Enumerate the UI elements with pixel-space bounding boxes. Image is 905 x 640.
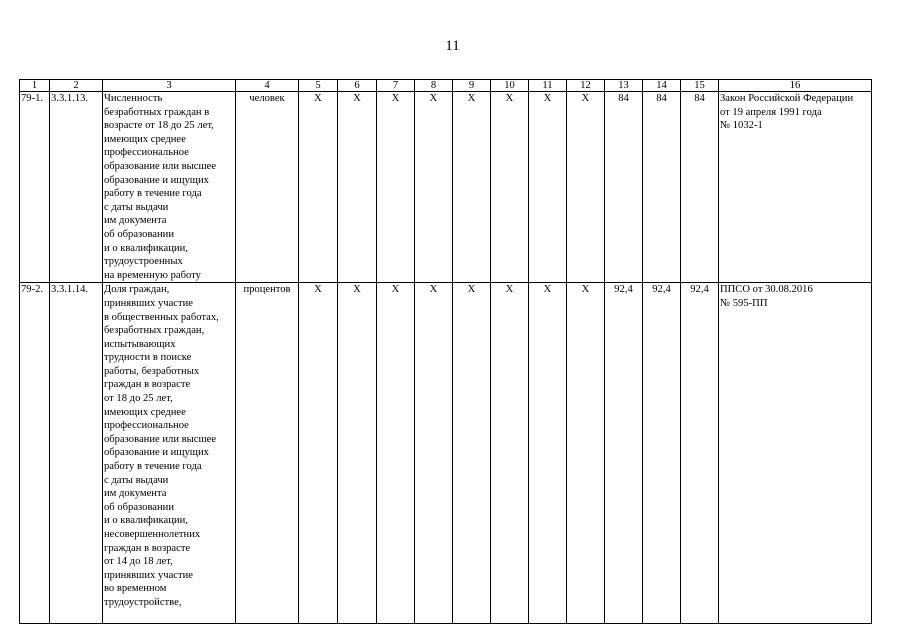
indicator-name-line: им документа <box>104 488 167 500</box>
indicator-name-line: профессиональное <box>104 147 189 159</box>
mark-cell: X <box>338 283 377 624</box>
value-cell: 92,4 <box>681 283 719 624</box>
unit-cell: процентов <box>236 283 299 624</box>
mark-cell: X <box>415 92 453 283</box>
indicator-name-line: на временную работу <box>104 269 201 281</box>
mark-cell: X <box>567 92 605 283</box>
indicator-name-line: профессиональное <box>104 420 189 432</box>
indicator-name-line: об образовании <box>104 228 175 240</box>
column-header-7: 7 <box>377 80 415 92</box>
value-cell: 84 <box>681 92 719 283</box>
mark-cell: X <box>453 92 491 283</box>
indicator-name-line: испытывающих <box>104 338 176 350</box>
header-row <box>20 80 872 92</box>
indicator-name-line: принявших участие <box>104 297 193 309</box>
indicator-name-line: безработных граждан в <box>104 106 210 118</box>
row-code: 3.3.1.13. <box>50 92 103 283</box>
column-header-1: 1 <box>20 80 50 92</box>
indicator-name-line: трудоустройстве, <box>104 596 182 608</box>
indicator-name-line: несовершеннолетних <box>104 529 201 540</box>
indicator-name-line: безработных граждан, <box>104 325 205 337</box>
column-header-13: 13 <box>605 80 643 92</box>
mark-cell: X <box>529 283 567 624</box>
indicator-name <box>103 283 236 624</box>
legal-source-line: № 595-ПП <box>720 297 768 309</box>
indicator-name-line: Численность <box>104 93 163 104</box>
indicator-name-line: с даты выдачи <box>104 474 169 486</box>
legal-source-line: № 1032-1 <box>720 120 763 132</box>
column-header-12: 12 <box>567 80 605 92</box>
column-header-2: 2 <box>50 80 103 92</box>
page-number: 11 <box>445 38 460 54</box>
column-header-4: 4 <box>236 80 299 92</box>
value-cell: 92,4 <box>643 283 681 624</box>
mark-cell: X <box>299 283 338 624</box>
legal-source-line: ППСО от 30.08.2016 <box>720 284 813 296</box>
mark-cell: X <box>377 92 415 283</box>
legal-source-line: от 19 апреля 1991 года <box>720 106 822 118</box>
legal-source-line: Закон Российской Федерации <box>720 93 854 104</box>
row-number: 79-1. <box>20 92 50 283</box>
mark-cell: X <box>338 92 377 283</box>
mark-cell: X <box>567 283 605 624</box>
mark-cell: X <box>491 92 529 283</box>
column-header-5: 5 <box>299 80 338 92</box>
mark-cell: X <box>415 283 453 624</box>
table-row <box>20 283 872 624</box>
mark-cell: X <box>491 283 529 624</box>
indicator-name-line: граждан в возрасте <box>104 379 191 391</box>
row-number: 79-2. <box>20 283 50 624</box>
mark-cell: X <box>453 283 491 624</box>
legal-source <box>719 92 872 283</box>
indicator-name-line: граждан в возрасте <box>104 542 191 554</box>
indicator-name-line: и о квалификации, <box>104 515 188 527</box>
indicator-name <box>103 92 236 283</box>
column-header-10: 10 <box>491 80 529 92</box>
value-cell: 84 <box>643 92 681 283</box>
mark-cell: X <box>299 92 338 283</box>
indicator-name-line: об образовании <box>104 501 175 513</box>
indicator-name-line: образование или высшее <box>104 160 217 172</box>
indicator-name-line: во временном <box>104 583 167 595</box>
indicator-name-line: работу в течение года <box>104 461 202 473</box>
table-row <box>20 92 872 283</box>
indicator-name-line: принявших участие <box>104 569 193 581</box>
indicator-name-line: в общественных работах, <box>104 311 219 323</box>
mark-cell: X <box>377 283 415 624</box>
indicator-name-line: имеющих среднее <box>104 133 186 145</box>
indicator-name-line: возрасте от 18 до 25 лет, <box>104 120 214 132</box>
indicator-name-line: трудности в поиске <box>104 352 192 364</box>
indicator-name-line: от 18 до 25 лет, <box>104 393 173 405</box>
indicator-name-line: им документа <box>104 215 167 227</box>
column-header-14: 14 <box>643 80 681 92</box>
row-code: 3.3.1.14. <box>50 283 103 624</box>
indicator-name-line: работы, безработных <box>104 365 200 377</box>
value-cell: 92,4 <box>605 283 643 624</box>
column-header-8: 8 <box>415 80 453 92</box>
legal-source <box>719 283 872 624</box>
column-header-9: 9 <box>453 80 491 92</box>
column-header-6: 6 <box>338 80 377 92</box>
indicator-name-line: имеющих среднее <box>104 406 186 418</box>
indicator-name-line: Доля граждан, <box>104 284 170 296</box>
column-header-16: 16 <box>719 80 872 92</box>
column-header-15: 15 <box>681 80 719 92</box>
indicator-name-line: с даты выдачи <box>104 201 169 213</box>
indicator-name-line: работу в течение года <box>104 188 202 200</box>
column-header-11: 11 <box>529 80 567 92</box>
indicator-name-line: образование или высшее <box>104 433 217 445</box>
column-header-3: 3 <box>103 80 236 92</box>
indicator-name-line: образование и ищущих <box>104 174 209 186</box>
indicator-name-line: от 14 до 18 лет, <box>104 556 173 568</box>
value-cell: 84 <box>605 92 643 283</box>
unit-cell: человек <box>236 92 299 283</box>
indicator-name-line: образование и ищущих <box>104 447 209 459</box>
indicator-name-line: трудоустроенных <box>104 256 183 268</box>
indicator-name-line: и о квалификации, <box>104 242 188 254</box>
indicators-table <box>19 79 872 624</box>
mark-cell: X <box>529 92 567 283</box>
